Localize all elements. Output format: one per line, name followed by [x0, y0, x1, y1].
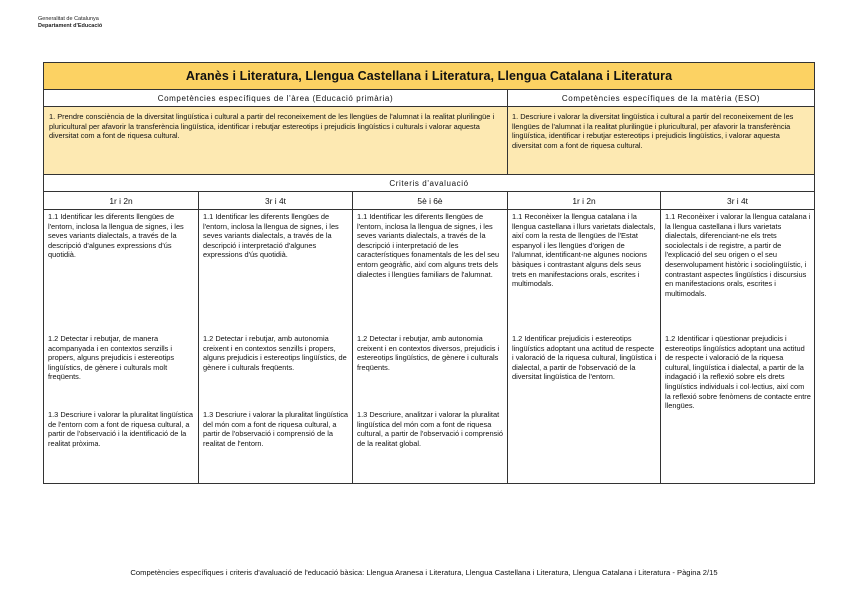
level-primary-1-2: 1r i 2n — [44, 192, 199, 210]
page-header — [38, 16, 102, 30]
header-institution: Generalitat de Catalunya — [38, 16, 99, 22]
level-primary-5-6: 5è i 6è — [353, 192, 508, 210]
criteria-column-primary-5-6 — [353, 210, 508, 484]
criterion-1-2: 1.2 Detectar i rebutjar, de manera acompanyada i en contextos senzills i propers, alguns prejudicis i estereotips lingüístics, de gènere i culturals molt freqüents. — [48, 334, 175, 382]
level-primary-3-4: 3r i 4t — [199, 192, 353, 210]
criterion-1-2: 1.2 Detectar i rebutjar, amb autonomia creixent i en contextos senzills i propers, alguns prejudicis i estereotips lingüístics, de gènere i culturals freqüents. — [203, 334, 347, 372]
criteria-heading: Criteris d'avaluació — [44, 175, 815, 192]
criterion-1-1: 1.1 Identificar les diferents llengües de l'entorn, inclosa la llengua de signes, i les seves variants dialectals, a través de la descripció i interpretació de les característiques fonamentals de les del seu entorn geogràfic, així com alguns trets dels dialectes i llengües familiars de l'alumnat. — [357, 212, 500, 279]
criteria-column-primary-3-4 — [199, 210, 353, 484]
header-department: Departament d'Educació — [38, 23, 103, 29]
page-footer: Competències específiques i criteris d'avaluació de l'educació bàsica: Llengua Aranesa i Literatura, Llengua Castellana i Literatura, Llengua Catalana i Literatura - Pàgina 2/15 — [130, 568, 718, 577]
criterion-1-3: 1.3 Descriure i valorar la pluralitat lingüística de l'entorn com a font de riquesa cultural, a partir de l'observació i la identificació de la realitat pròxima. — [48, 410, 194, 448]
criterion-1-1: 1.1 Identificar les diferents llengües de l'entorn, inclosa la llengua de signes, i les seves variants dialectals, a través de la descripció d'algunes expressions d'ús quotidià. — [48, 212, 184, 260]
competences-table — [43, 62, 815, 484]
subject-competence-text: 1. Descriure i valorar la diversitat lingüística i cultural a partir del reconeixement de les llengües de l'alumnat i la realitat plurilingüe i pluricultural, per afavorir la transferència lingüística, identificar i rebutjar estereotips i prejudicis lingüístics, i valorar aquesta diversitat com a font de riquesa cultural. — [508, 107, 815, 175]
criterion-1-1: 1.1 Reconèixer i valorar la llengua catalana i la llengua castellana i llurs varietats dialectals, diferenciant-ne els trets sociolectals i de registre, a partir de l'explicació del seu origen o el seu desenvolupament històric i sociolingüístic, i contrastant aspectes lingüístics i discursius en manifestacions orals, escrites i multimodals. — [665, 212, 811, 298]
criterion-1-2: 1.2 Detectar i rebutjar, amb autonomia creixent i en contextos diversos, prejudicis i estereotips lingüístics, de gènere i culturals freqüents. — [357, 334, 500, 372]
criterion-1-3: 1.3 Descriure, analitzar i valorar la pluralitat lingüística del món com a font de riquesa cultural, a partir de l'observació i comprensió de la realitat global. — [357, 410, 504, 448]
criterion-1-1: 1.1 Reconèixer la llengua catalana i la llengua castellana i llurs varietats dialectals, així com la resta de llengües de l'Estat espanyol i les llengües d'origen de l'alumnat, identificant-ne algunes nocions bàsiques i contrastant alguns dels seus trets en manifestacions orals, escrites i multimodals. — [512, 212, 656, 289]
criterion-1-3: 1.3 Descriure i valorar la pluralitat lingüística del món com a font de riquesa cultural, a partir de l'observació i comprensió de la realitat de l'entorn. — [203, 410, 349, 448]
level-eso-1-2: 1r i 2n — [508, 192, 661, 210]
area-competences-heading: Competències específiques de l'àrea (Educació primària) — [44, 90, 508, 107]
criterion-1-2: 1.2 Identificar i qüestionar prejudicis i estereotips lingüístics adoptant una actitud de respecte i valoració de la riquesa cultural, lingüística i dialectal, a partir de la indagació i la reflexió sobre els drets lingüístics individuals i col·lectius, així com la reflexió sobre fenòmens de contacte entre llengües. — [665, 334, 811, 411]
criterion-1-2: 1.2 Identificar prejudicis i estereotips lingüístics adoptant una actitud de respecte i valoració de la riquesa cultural, lingüística i dialectal, a partir de l'observació de la diversitat lingüística de l'entorn. — [512, 334, 657, 382]
level-eso-3-4: 3r i 4t — [661, 192, 815, 210]
criterion-1-1: 1.1 Identificar les diferents llengües de l'entorn, inclosa la llengua de signes, i les seves variants dialectals, a través de la descripció i interpretació d'algunes expressions d'ús quotidià. — [203, 212, 339, 260]
subject-competences-heading: Competències específiques de la matèria (ESO) — [508, 90, 815, 107]
criteria-column-primary-1-2 — [44, 210, 199, 484]
table-title: Aranès i Literatura, Llengua Castellana i Literatura, Llengua Catalana i Literatura — [44, 63, 815, 90]
criteria-column-eso-1-2 — [508, 210, 661, 484]
criteria-column-eso-3-4 — [661, 210, 815, 484]
area-competence-text: 1. Prendre consciència de la diversitat lingüística i cultural a partir del reconeixement de les llengües de l'alumnat i la realitat plurilingüe i pluricultural per afavorir la transferència lingüística, identificar i rebutjar estereotips i prejudicis lingüístics i culturals i valorar aquesta diversitat com a font de riquesa cultural. — [44, 107, 508, 175]
